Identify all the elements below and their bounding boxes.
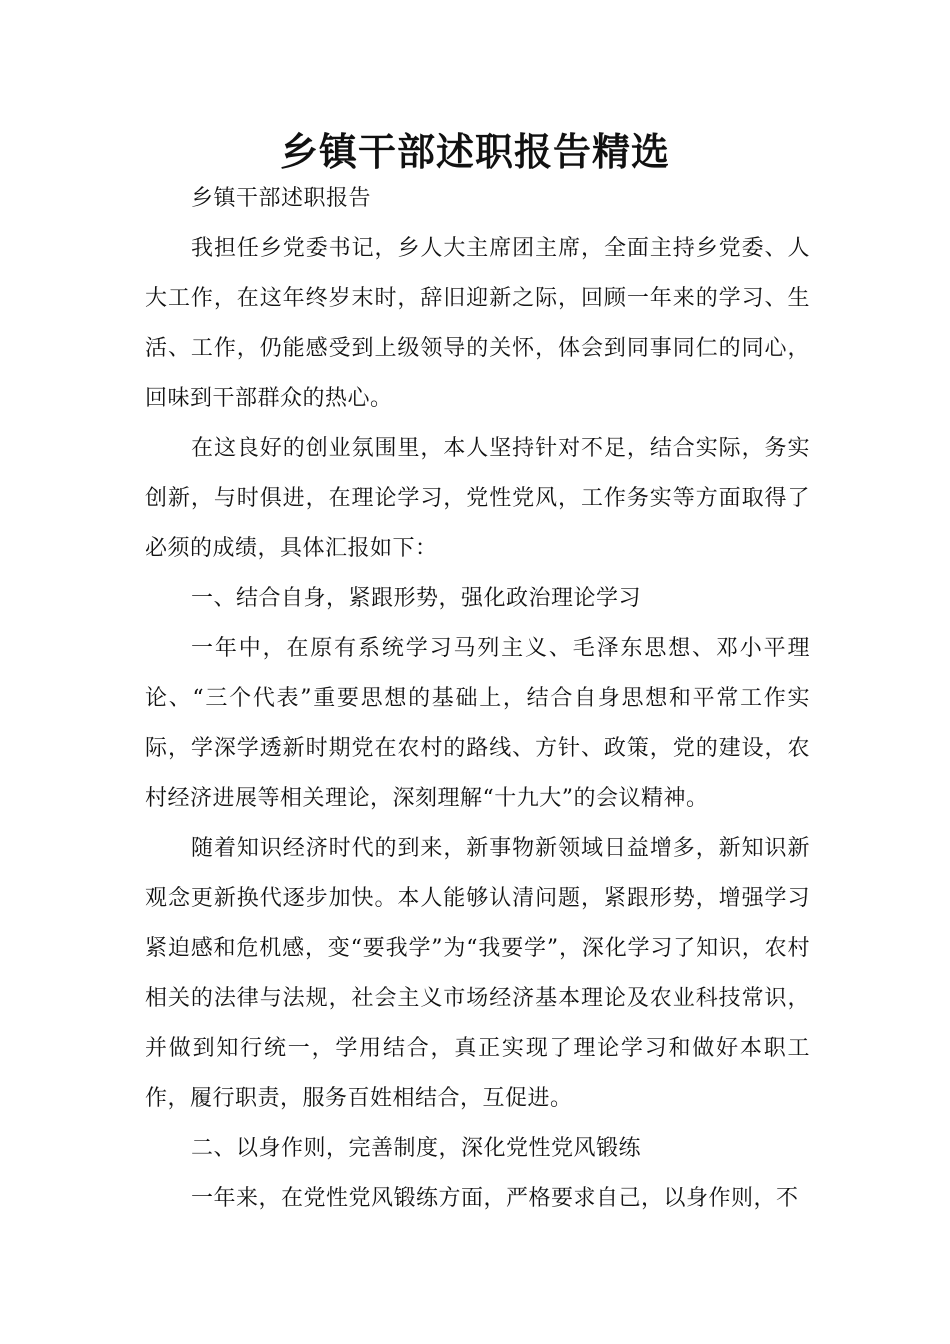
paragraph: 一年来，在党性党风锻练方面，严格要求自己，以身作则，不 [191, 1186, 799, 1211]
paragraph: 在这良好的创业氛围里，本人坚持针对不足，结合实际，务实创新，与时俱进，在理论学习，党性党风，工作务实等方面取得了必须的成绩，具体汇报如下： [145, 436, 810, 561]
document-body [145, 174, 810, 1224]
paragraph: 随着知识经济时代的到来，新事物新领域日益增多，新知识新观念更新换代逐步加快。本人能够认清问题，紧跟形势，增强学习紧迫感和危机感，变“要我学”为“我要学”，深化学习了知识，农村相关的法律与法规，社会主义市场经济基本理论及农业科技常识，并做到知行统一，学用结合，真正实现了理论学习和做好本职工作，履行职责，服务百姓相结合，互促进。 [145, 836, 810, 1111]
section-heading: 二、以身作则，完善制度，深化党性党风锻练 [191, 1136, 642, 1161]
paragraph: 一年中，在原有系统学习马列主义、毛泽东思想、邓小平理论、“三个代表”重要思想的基础上，结合自身思想和平常工作实际，学深学透新时期党在农村的路线、方针、政策，党的建设，农村经济进展等相关理论，深刻理解“十九大”的会议精神。 [145, 636, 810, 811]
document-title: 乡镇干部述职报告精选 [279, 130, 670, 174]
paragraph: 我担任乡党委书记，乡人大主席团主席，全面主持乡党委、人大工作，在这年终岁末时，辞旧迎新之际，回顾一年来的学习、生活、工作，仍能感受到上级领导的关怀，体会到同事同仁的同心，回味到干部群众的热心。 [145, 236, 810, 411]
paragraph-subtitle: 乡镇干部述职报告 [191, 186, 372, 211]
section-heading: 一、结合自身，紧跟形势，强化政治理论学习 [191, 586, 642, 611]
